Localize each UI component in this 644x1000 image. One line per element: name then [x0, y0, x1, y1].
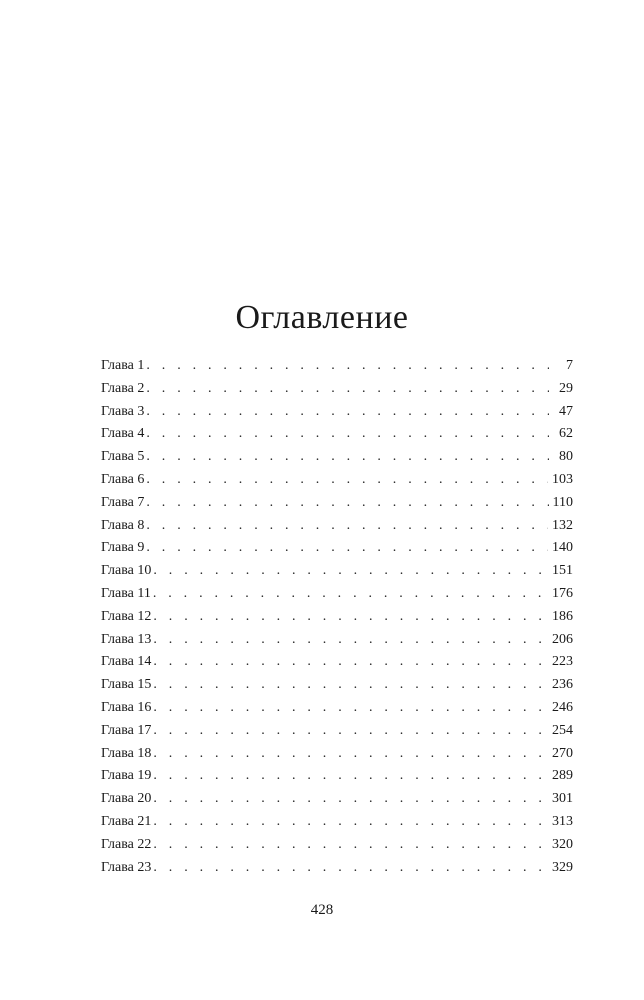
toc-entry-dot-leader	[153, 697, 548, 720]
toc-entry	[101, 446, 573, 469]
toc-entry-label: Глава 5	[101, 449, 145, 465]
toc-entry-label: Глава 21	[101, 813, 152, 829]
toc-entry-dot-leader	[153, 743, 548, 766]
toc-entry-dot-leader	[153, 765, 548, 788]
toc-entry-page-number: 223	[552, 654, 573, 670]
toc-entry-dot-leader	[153, 560, 548, 583]
toc-entry-label: Глава 23	[101, 859, 152, 875]
toc-entry-page-number: 110	[552, 494, 573, 510]
toc-entry-page-number: 47	[559, 403, 573, 419]
toc-entry	[101, 537, 573, 560]
toc-entry-dot-leader	[153, 857, 548, 880]
toc-entry	[101, 355, 573, 378]
toc-entry	[101, 401, 573, 424]
toc-entry-dot-leader	[153, 583, 548, 606]
toc-entry-page-number: 254	[552, 722, 573, 738]
toc-entry-label: Глава 4	[101, 426, 145, 442]
toc-entry-dot-leader	[146, 469, 548, 492]
toc-entry	[101, 834, 573, 857]
toc-entry-page-number: 270	[552, 745, 573, 761]
toc-entry-dot-leader	[146, 401, 549, 424]
toc-entry-dot-leader	[153, 651, 548, 674]
toc-entry-dot-leader	[153, 674, 548, 697]
toc-entry-page-number: 7	[566, 358, 573, 373]
toc-entry	[101, 697, 573, 720]
toc-entry-dot-leader	[146, 355, 549, 378]
toc-entry-label: Глава 13	[101, 631, 152, 647]
toc-entry-page-number: 206	[552, 631, 573, 647]
toc-entry-label: Глава 16	[101, 699, 152, 715]
toc-entry-page-number: 329	[552, 859, 573, 875]
toc-entry-page-number: 186	[552, 608, 573, 624]
toc-entry	[101, 515, 573, 538]
toc-entry-label: Глава 10	[101, 563, 152, 579]
toc-entry-page-number: 80	[559, 449, 573, 465]
toc-entry-page-number: 289	[552, 768, 573, 784]
toc-entry	[101, 811, 573, 834]
toc-entry-page-number: 320	[552, 836, 573, 852]
toc-entry-page-number: 176	[552, 585, 573, 601]
toc-entry-page-number: 151	[552, 563, 573, 579]
toc-entry-label: Глава 11	[101, 585, 151, 601]
toc-entry-dot-leader	[146, 537, 548, 560]
toc-entry-label: Глава 9	[101, 540, 145, 556]
toc-entry-label: Глава 6	[101, 471, 145, 487]
toc-entry-dot-leader	[153, 834, 548, 857]
toc-entry-page-number: 132	[552, 517, 573, 533]
toc-entry-page-number: 103	[552, 471, 573, 487]
toc-entry-page-number: 246	[552, 699, 573, 715]
page-title: Оглавление	[235, 299, 409, 336]
toc-entry-dot-leader	[153, 788, 548, 811]
toc-entry-page-number: 313	[552, 813, 573, 829]
toc-entry	[101, 674, 573, 697]
toc-entry-dot-leader	[153, 720, 548, 743]
toc-entry-label: Глава 12	[101, 608, 152, 624]
toc-entry-label: Глава 15	[101, 677, 152, 693]
toc-entry-dot-leader	[146, 515, 548, 538]
toc-entry-label: Глава 14	[101, 654, 152, 670]
toc-entry-dot-leader	[153, 629, 548, 652]
toc-entry	[101, 492, 573, 515]
toc-entry	[101, 651, 573, 674]
toc-entry-page-number: 301	[552, 791, 573, 807]
toc-entry-label: Глава 3	[101, 403, 145, 419]
toc-entry	[101, 788, 573, 811]
page-number: 428	[310, 902, 334, 918]
table-of-contents	[101, 355, 573, 879]
toc-entry	[101, 423, 573, 446]
toc-entry-dot-leader	[146, 446, 549, 469]
toc-entry-label: Глава 19	[101, 768, 152, 784]
toc-entry-dot-leader	[153, 811, 548, 834]
toc-entry-label: Глава 2	[101, 380, 145, 396]
toc-entry	[101, 583, 573, 606]
toc-entry-label: Глава 22	[101, 836, 152, 852]
toc-entry-dot-leader	[146, 423, 549, 446]
toc-entry	[101, 629, 573, 652]
toc-entry-dot-leader	[146, 378, 549, 401]
toc-entry	[101, 857, 573, 880]
toc-entry-page-number: 236	[552, 677, 573, 693]
toc-entry-label: Глава 7	[101, 494, 145, 510]
toc-entry-dot-leader	[153, 606, 548, 629]
toc-entry-label: Глава 20	[101, 791, 152, 807]
toc-entry-page-number: 140	[552, 540, 573, 556]
toc-entry-label: Глава 1	[101, 358, 145, 373]
toc-entry	[101, 560, 573, 583]
toc-entry-dot-leader	[146, 492, 548, 515]
toc-entry	[101, 765, 573, 788]
toc-entry	[101, 378, 573, 401]
toc-entry	[101, 720, 573, 743]
toc-entry-label: Глава 18	[101, 745, 152, 761]
toc-entry	[101, 743, 573, 766]
toc-entry-page-number: 62	[559, 426, 573, 442]
toc-entry	[101, 606, 573, 629]
toc-entry-page-number: 29	[559, 380, 573, 396]
toc-entry-label: Глава 8	[101, 517, 145, 533]
toc-entry	[101, 469, 573, 492]
toc-entry-label: Глава 17	[101, 722, 152, 738]
